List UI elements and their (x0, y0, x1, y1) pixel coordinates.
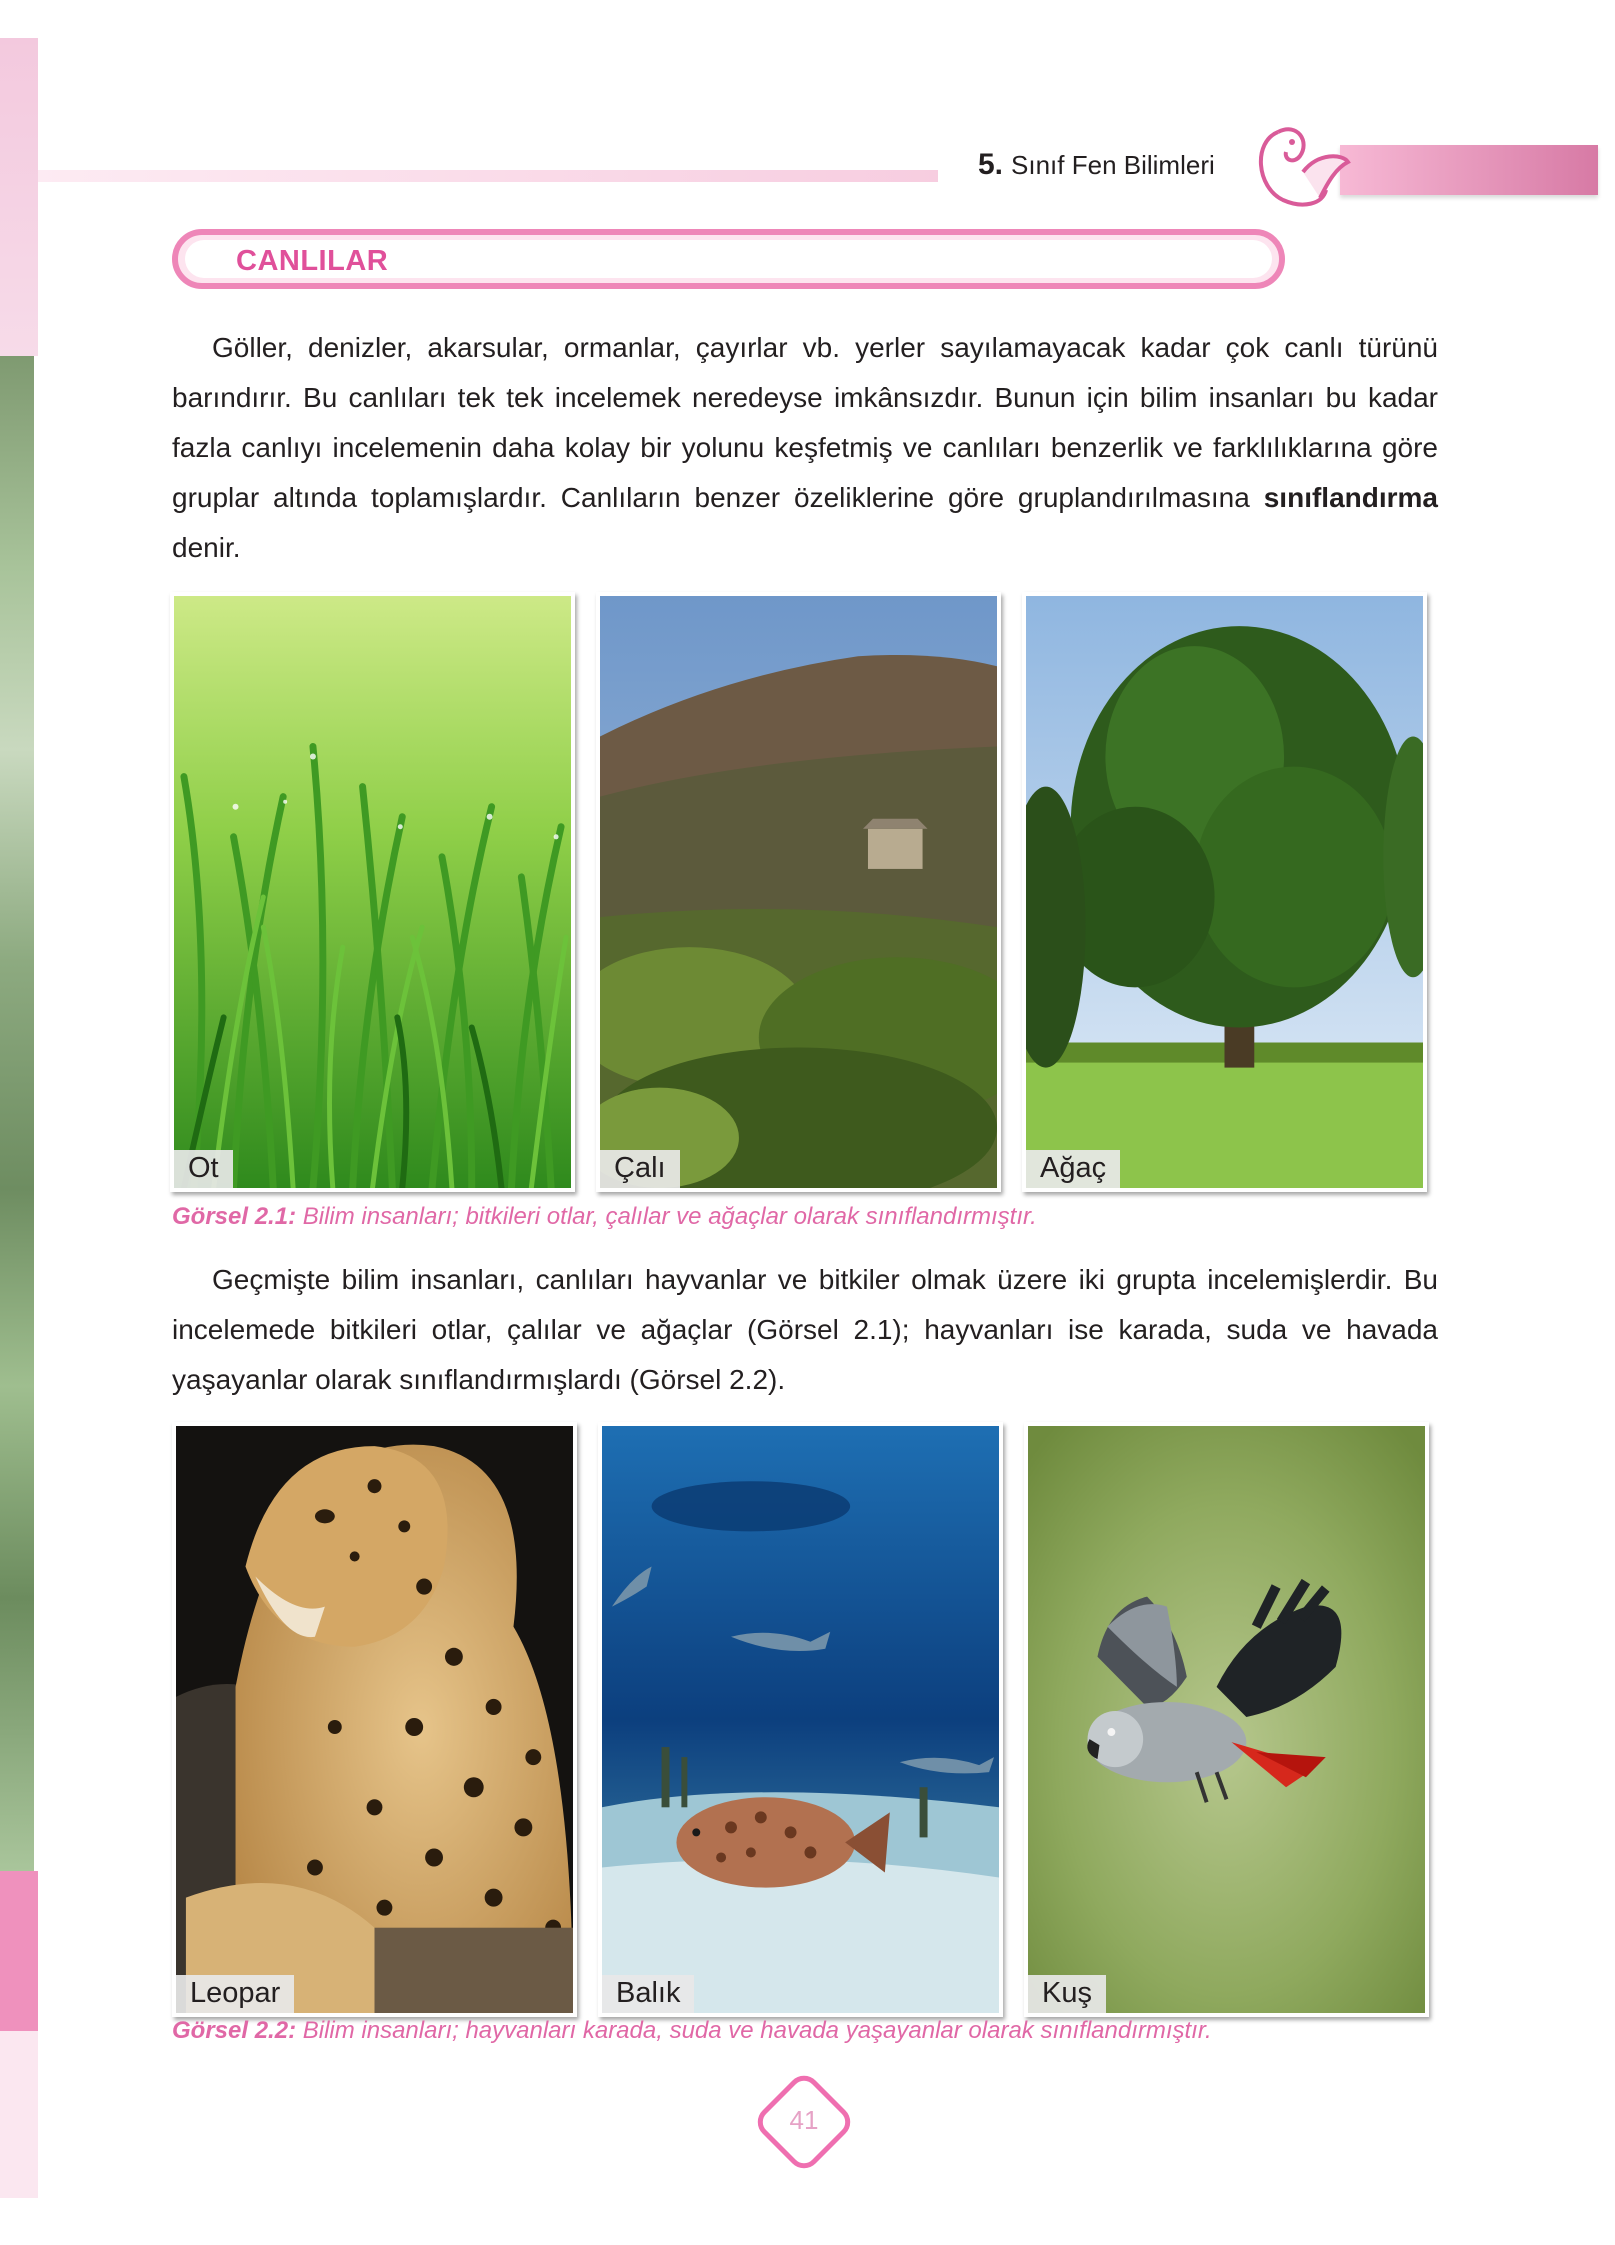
history-paragraph: Geçmişte bilim insanları, canlıları hayvanlar ve bitkiler olmak üzere iki grupta incelemişlerdir. Bu incelemede bitkileri otlar, çalılar ve ağaçlar (Görsel 2.1); hayvanları ise karada, suda ve havada yaşayanlar olarak sınıflandırmışlardı (Görsel 2.2). (172, 1264, 1438, 1395)
header-subject: Sınıf Fen Bilimleri (1011, 150, 1215, 180)
photo-fish (598, 1422, 1003, 2017)
bold-term: sınıflandırma (1263, 482, 1438, 513)
figure-caption-2-2: Görsel 2.2: Bilim insanları; hayvanları karada, suda ve havada yaşayanlar olarak sınıflandırmıştır. (172, 2017, 1212, 2044)
bird-logo-icon (1248, 112, 1358, 222)
underwater-image (602, 1426, 999, 2013)
photo-tree (1022, 592, 1427, 1192)
photo-label-grass: Ot (174, 1150, 233, 1188)
photo-leopard (172, 1422, 577, 2017)
left-decorative-strip (0, 38, 38, 2198)
shrubland-image (600, 596, 997, 1188)
intro-paragraph: Göller, denizler, akarsular, ormanlar, çayırlar vb. yerler sayılamayacak kadar çok canlı türünü barındırır. Bu canlıları tek tek incelemek neredeyse imkânsızdır. Bunun için bilim insanları bu kadar fazla canlıyı incelemenin daha kolay bir yolunu keşfetmiş ve canlıları benzerlik ve farklılıklarına göre gruplar altında toplamışlardır. Canlıların benzer özeliklerine göre gruplandırılmasına sınıflandırma denir. (172, 332, 1438, 563)
figure-caption-2-1: Görsel 2.1: Bilim insanları; bitkileri otlar, çalılar ve ağaçlar olarak sınıflandırmıştır. (172, 1203, 1037, 1230)
photo-bird (1024, 1422, 1429, 2017)
header-rule (38, 170, 938, 182)
photo-label-tree: Ağaç (1026, 1150, 1120, 1188)
header-title (978, 148, 1215, 182)
tree-image (1026, 596, 1423, 1188)
grass-image (174, 596, 571, 1188)
photo-label-shrub: Çalı (600, 1150, 680, 1188)
left-strip-bottom (0, 2031, 38, 2198)
page-number: 41 (789, 2105, 819, 2135)
photo-shrub (596, 592, 1001, 1192)
left-strip-plant-photo (0, 356, 34, 1871)
left-strip-pink-block (0, 1871, 38, 2031)
photo-label-bird: Kuş (1028, 1975, 1106, 2013)
page-number-badge (753, 2071, 855, 2173)
parrot-image (1028, 1426, 1425, 2013)
left-strip-top (0, 38, 38, 356)
header-pink-bar (1340, 145, 1598, 195)
photo-label-leopard: Leopar (176, 1975, 294, 2013)
leopard-image (176, 1426, 573, 2013)
section-header-pill (172, 229, 1285, 289)
section-title: CANLILAR (236, 245, 389, 277)
photo-label-fish: Balık (602, 1975, 694, 2013)
header-grade: 5. (978, 148, 1004, 181)
photo-grass (170, 592, 575, 1192)
